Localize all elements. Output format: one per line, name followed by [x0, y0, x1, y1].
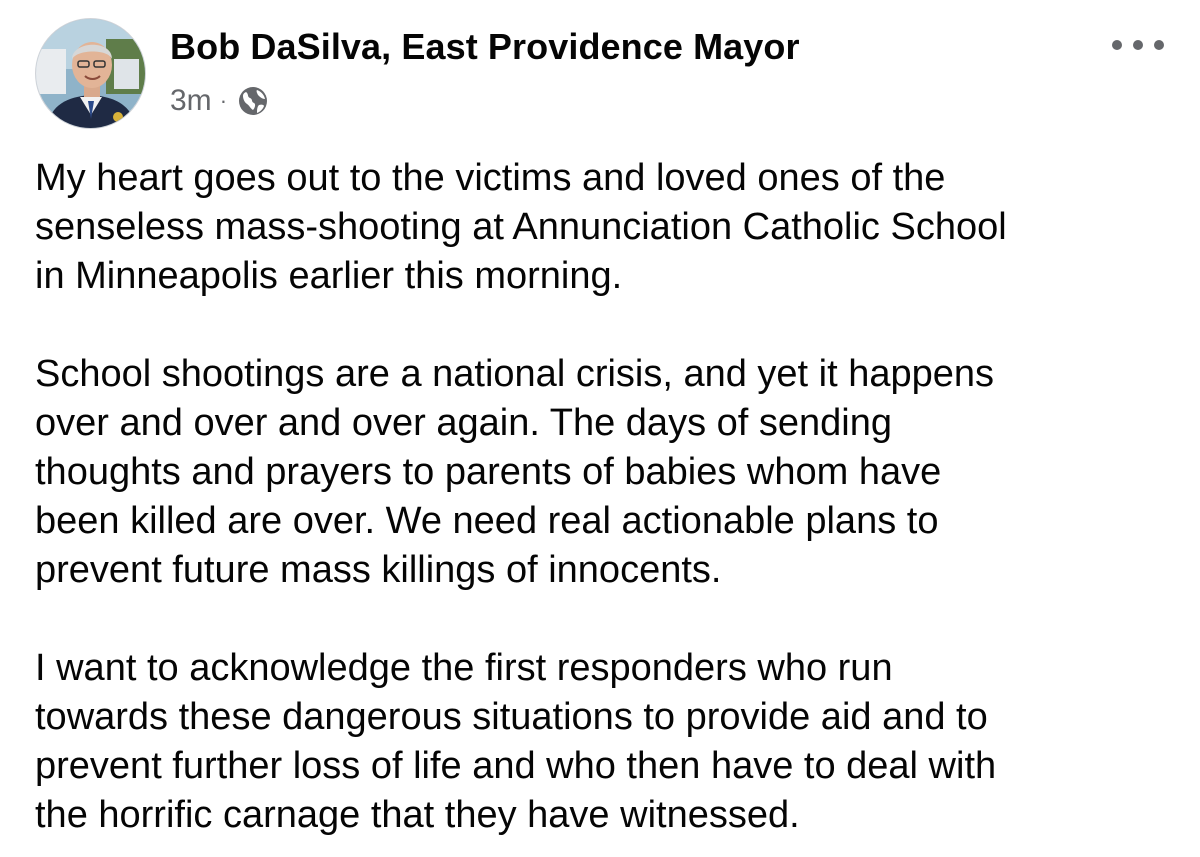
paragraph-gap [35, 301, 1180, 350]
meta-separator: · [219, 88, 228, 113]
post-meta [170, 82, 269, 120]
profile-photo [36, 19, 146, 129]
post-text-line: My heart goes out to the victims and loved ones of the [35, 157, 946, 199]
post-text-line: towards these dangerous situations to provide aid and to [35, 696, 988, 738]
author-name[interactable]: Bob DaSilva, East Providence Mayor [170, 26, 800, 67]
post-text-line: prevent future mass killings of innocents. [35, 549, 722, 591]
post-text-line: I want to acknowledge the first responders who run [35, 647, 893, 689]
post-text [35, 154, 1180, 840]
post-text-line: in Minneapolis earlier this morning. [35, 255, 623, 297]
post-timestamp[interactable]: 3m [170, 84, 212, 117]
more-options-button[interactable] [1112, 28, 1164, 62]
paragraph-gap [35, 595, 1180, 644]
post-text-line: thoughts and prayers to parents of babies whom have [35, 451, 942, 493]
avatar[interactable] [35, 18, 146, 129]
more-options-icon [1154, 40, 1164, 50]
post-text-line: the horrific carnage that they have witnessed. [35, 794, 800, 836]
post-text-line: prevent further loss of life and who then have to deal with [35, 745, 997, 787]
post-text-line: over and over and over again. The days of sending [35, 402, 892, 444]
globe-icon[interactable] [237, 85, 269, 117]
post-text-line: School shootings are a national crisis, and yet it happens [35, 353, 995, 395]
post-text-line: been killed are over. We need real actionable plans to [35, 500, 939, 542]
more-options-icon [1133, 40, 1143, 50]
post-text-line: senseless mass-shooting at Annunciation Catholic School [35, 206, 1007, 248]
more-options-icon [1112, 40, 1122, 50]
